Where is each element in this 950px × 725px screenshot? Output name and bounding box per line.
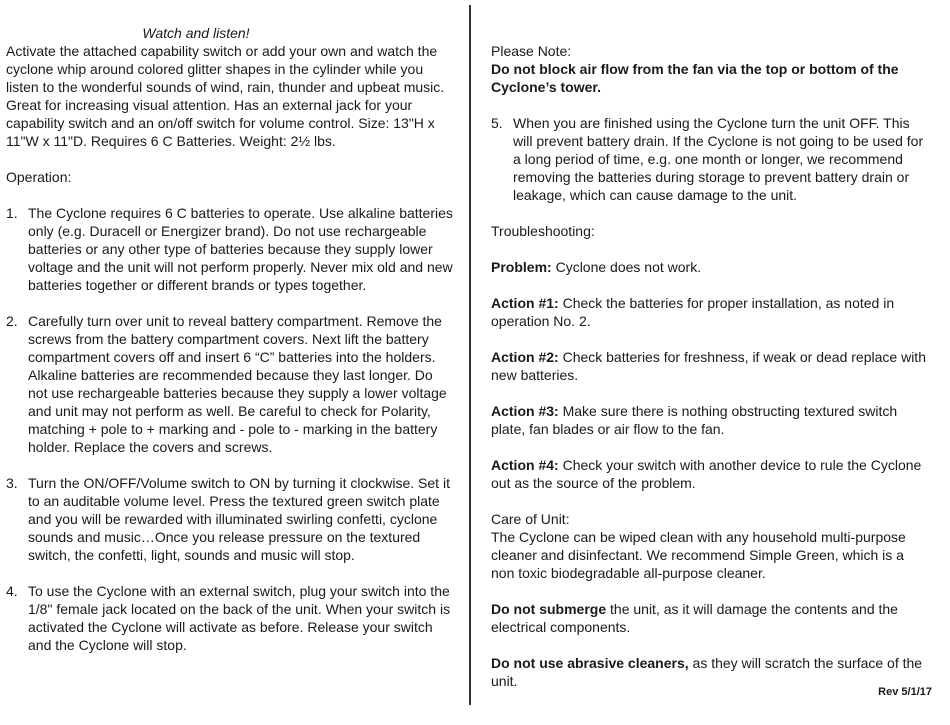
step-text: When you are finished using the Cyclone turn the unit OFF. This will prevent battery drain. If the Cyclone is not going to be used for a long period of time, e.g. one month or longer, we recommend removing the batteries during storage to prevent battery drain or leakage, which can cause damage to the unit. [513,115,924,203]
step-text: The Cyclone requires 6 C batteries to operate. Use alkaline batteries only (e.g. Duracell or Energizer brand). Do not use rechargeable batteries or any other type of batteries because they supply lower voltage and the unit will not perform properly. Never mix old and new batteries together or different brands or types together. [28,205,453,293]
operation-heading: Operation: [6,169,72,185]
operation-steps-continued [491,114,931,204]
submerge-text: the unit, as it will damage the contents and the electrical components. [491,601,898,635]
problem-text: Cyclone does not work. [551,259,702,275]
operation-step [6,474,456,564]
step-number: 4. [6,583,18,599]
action-label: Action #3: [491,403,559,419]
step-text: Carefully turn over unit to reveal battery compartment. Remove the screws from the battery compartment covers. Next lift the battery compartment covers off and insert 6 “C” batteries into the holders. Alkaline batteries are recommended because they last longer. Do not use rechargeable batteries because they supply a lower voltage and unit may not perform as well. Be careful to check for Polarity, matching + pole to + marking and - pole to - marking in the battery holder. Replace the covers and screws. [28,313,447,455]
operation-steps [6,204,456,654]
submerge-label: Do not submerge [491,601,607,617]
action-label: Action #1: [491,295,559,311]
step-text: Turn the ON/OFF/Volume switch to ON by turning it clockwise. Set it to an auditable volume level. Press the textured green switch plate and you will be rewarded with illuminated swirling confetti, cyclone sounds and music…Once you release pressure on the textured switch, the confetti, light, sounds and music will stop. [28,475,450,563]
operation-step [491,114,931,204]
action-text: Check your switch with another device to rule the Cyclone out as the source of the problem. [491,457,922,491]
step-number: 5. [491,115,503,131]
troubleshooting-heading: Troubleshooting: [491,223,595,239]
intro-paragraph: Activate the attached capability switch or add your own and watch the cyclone whip around colored glitter shapes in the cylinder while you listen to the wonderful sounds of wind, rain, thunder and upbeat music. Great for increasing visual attention. Has an external jack for your capability switch and an on/off switch for volume control. Size: 13"H x 11"W x 11"D. Requires 6 C Batteries. Weight: 2½ lbs. [6,43,445,149]
column-divider [469,5,471,705]
submerge-warning [491,600,931,636]
abrasive-text: as they will scratch the surface of the unit. [491,655,923,689]
care-text: The Cyclone can be wiped clean with any household multi-purpose cleaner and disinfectant. We recommend Simple Green, which is a non toxic biodegradable all-purpose cleaner. [491,529,906,581]
operation-step [6,582,456,654]
action-item [491,348,931,384]
revision-date: Rev 5/1/17 [878,686,932,698]
action-label: Action #2: [491,349,559,365]
step-number: 2. [6,313,18,329]
abrasive-label: Do not use abrasive cleaners, [491,655,689,671]
operation-step [6,312,456,456]
action-item [491,402,931,438]
care-heading: Care of Unit: [491,511,570,527]
action-label: Action #4: [491,457,559,473]
action-text: Check the batteries for proper installation, as noted in operation No. 2. [491,295,895,329]
problem-label: Problem: [491,259,552,275]
left-column [6,0,456,654]
page-title: Watch and listen! [142,25,250,41]
step-number: 3. [6,475,18,491]
step-text: To use the Cyclone with an external switch, plug your switch into the 1/8" female jack located on the back of the unit. When your switch is activated the Cyclone will activate as before. Release your switch and the Cyclone will stop. [28,583,451,653]
operation-step [6,204,456,294]
step-number: 1. [6,205,18,221]
right-column [491,0,931,690]
please-note-text: Do not block air flow from the fan via the top or bottom of the Cyclone’s tower. [491,61,899,95]
action-item [491,294,931,330]
action-text: Check batteries for freshness, if weak or dead replace with new batteries. [491,349,926,383]
please-note-heading: Please Note: [491,43,572,59]
abrasive-warning [491,654,931,690]
action-text: Make sure there is nothing obstructing textured switch plate, fan blades or air flow to the fan. [491,403,898,437]
action-item [491,456,931,492]
problem-line [491,258,931,276]
